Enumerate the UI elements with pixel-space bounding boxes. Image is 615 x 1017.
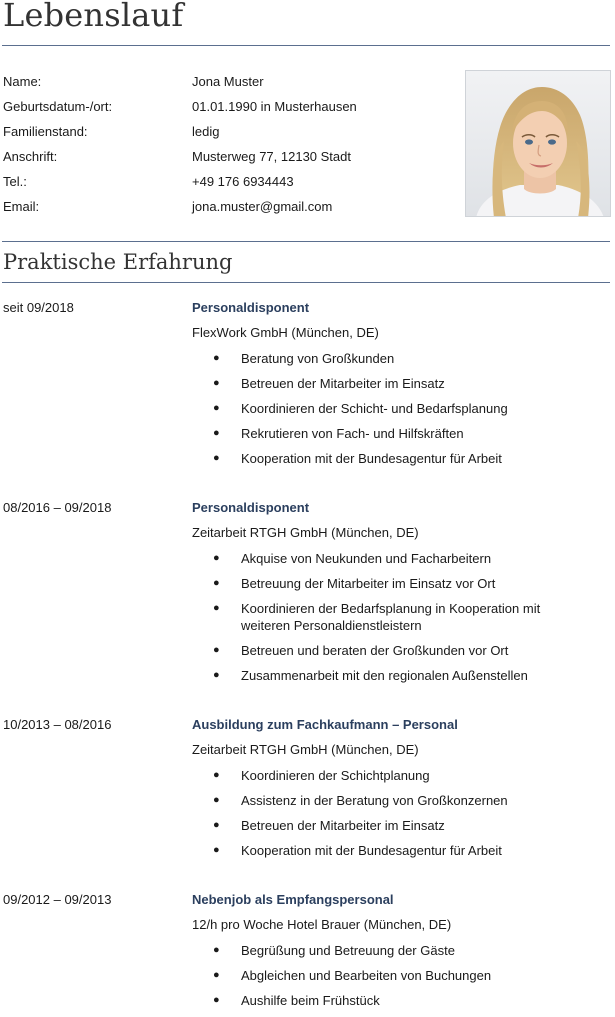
list-item bbox=[192, 425, 592, 442]
personal-value: Jona Muster bbox=[192, 74, 264, 89]
bullet-icon: ● bbox=[213, 552, 220, 564]
entry-date: 10/2013 – 08/2016 bbox=[3, 717, 112, 732]
list-item bbox=[192, 842, 592, 859]
list-item bbox=[192, 550, 592, 567]
entry-bullet-list bbox=[192, 767, 592, 867]
bullet-icon: ● bbox=[213, 669, 220, 681]
section-rule-bottom bbox=[2, 282, 610, 283]
bullet-icon: ● bbox=[213, 844, 220, 856]
entry-date: 09/2012 – 09/2013 bbox=[3, 892, 112, 907]
title-rule bbox=[2, 45, 610, 46]
entry-company: Zeitarbeit RTGH GmbH (München, DE) bbox=[192, 525, 419, 540]
list-item bbox=[192, 350, 592, 367]
bullet-icon: ● bbox=[213, 602, 220, 614]
personal-label: Email: bbox=[3, 199, 40, 214]
personal-label: Geburtsdatum-/ort: bbox=[3, 99, 113, 114]
list-item bbox=[192, 767, 592, 784]
list-item bbox=[192, 967, 592, 984]
list-item bbox=[192, 375, 592, 392]
personal-value: 01.01.1990 in Musterhausen bbox=[192, 99, 357, 114]
entry-bullet-list bbox=[192, 942, 592, 1017]
entry-role: Personaldisponent bbox=[192, 500, 310, 515]
list-item-text: Assistenz in der Beratung von Großkonzernen bbox=[241, 793, 508, 808]
list-item-text: Rekrutieren von Fach- und Hilfskräften bbox=[241, 426, 464, 441]
personal-value: Musterweg 77, 12130 Stadt bbox=[192, 149, 351, 164]
list-item-text: Kooperation mit der Bundesagentur für Arbeit bbox=[241, 451, 502, 466]
list-item-text: Betreuen der Mitarbeiter im Einsatz bbox=[241, 376, 445, 391]
list-item-text: Kooperation mit der Bundesagentur für Arbeit bbox=[241, 843, 502, 858]
list-item-text: Abgleichen und Bearbeiten von Buchungen bbox=[241, 968, 492, 983]
portrait-illustration bbox=[466, 71, 611, 217]
bullet-icon: ● bbox=[213, 427, 220, 439]
list-item-text: Akquise von Neukunden und Facharbeitern bbox=[241, 551, 492, 566]
list-item-text: Koordinieren der Schicht- und Bedarfsplanung bbox=[241, 401, 508, 416]
list-item-text: Betreuung der Mitarbeiter im Einsatz vor Ort bbox=[241, 576, 496, 591]
list-item-text: Zusammenarbeit mit den regionalen Außenstellen bbox=[241, 668, 528, 683]
list-item bbox=[192, 792, 592, 809]
personal-label: Tel.: bbox=[3, 174, 27, 189]
list-item bbox=[192, 600, 592, 634]
personal-value: ledig bbox=[192, 124, 220, 139]
entry-role: Nebenjob als Empfangspersonal bbox=[192, 892, 394, 907]
list-item bbox=[192, 642, 592, 659]
list-item-text: Koordinieren der Schichtplanung bbox=[241, 768, 430, 783]
list-item-text: Begrüßung und Betreuung der Gäste bbox=[241, 943, 455, 958]
list-item bbox=[192, 992, 592, 1009]
list-item-text: Beratung von Großkunden bbox=[241, 351, 395, 366]
list-item bbox=[192, 575, 592, 592]
list-item-text: Betreuen der Mitarbeiter im Einsatz bbox=[241, 818, 445, 833]
list-item-text: Aushilfe beim Frühstück bbox=[241, 993, 380, 1008]
personal-value: jona.muster@gmail.com bbox=[192, 199, 333, 214]
entry-date: 08/2016 – 09/2018 bbox=[3, 500, 112, 515]
bullet-icon: ● bbox=[213, 577, 220, 589]
entry-role: Ausbildung zum Fachkaufmann – Personal bbox=[192, 717, 458, 732]
entry-company: 12/h pro Woche Hotel Brauer (München, DE) bbox=[192, 917, 452, 932]
bullet-icon: ● bbox=[213, 994, 220, 1006]
personal-value: +49 176 6934443 bbox=[192, 174, 294, 189]
personal-label: Anschrift: bbox=[3, 149, 58, 164]
list-item bbox=[192, 817, 592, 834]
bullet-icon: ● bbox=[213, 819, 220, 831]
entry-date: seit 09/2018 bbox=[3, 300, 74, 315]
personal-label: Familienstand: bbox=[3, 124, 88, 139]
list-item bbox=[192, 942, 592, 959]
bullet-icon: ● bbox=[213, 769, 220, 781]
bullet-icon: ● bbox=[213, 352, 220, 364]
personal-label: Name: bbox=[3, 74, 42, 89]
bullet-icon: ● bbox=[213, 452, 220, 464]
list-item bbox=[192, 450, 592, 467]
list-item bbox=[192, 667, 592, 684]
bullet-icon: ● bbox=[213, 944, 220, 956]
bullet-icon: ● bbox=[213, 644, 220, 656]
page-title: Lebenslauf bbox=[3, 0, 184, 34]
entry-company: FlexWork GmbH (München, DE) bbox=[192, 325, 379, 340]
list-item-text: Betreuen und beraten der Großkunden vor Ort bbox=[241, 643, 509, 658]
entry-company: Zeitarbeit RTGH GmbH (München, DE) bbox=[192, 742, 419, 757]
bullet-icon: ● bbox=[213, 377, 220, 389]
bullet-icon: ● bbox=[213, 969, 220, 981]
bullet-icon: ● bbox=[213, 402, 220, 414]
experience-heading: Praktische Erfahrung bbox=[3, 250, 233, 274]
entry-bullet-list bbox=[192, 350, 592, 475]
list-item bbox=[192, 400, 592, 417]
entry-role: Personaldisponent bbox=[192, 300, 310, 315]
profile-photo bbox=[465, 70, 611, 217]
bullet-icon: ● bbox=[213, 794, 220, 806]
list-item-text: Koordinieren der Bedarfsplanung in Kooperation mit weiteren Personaldienstleistern bbox=[241, 601, 541, 633]
entry-bullet-list bbox=[192, 550, 592, 692]
section-rule-top bbox=[2, 241, 610, 242]
